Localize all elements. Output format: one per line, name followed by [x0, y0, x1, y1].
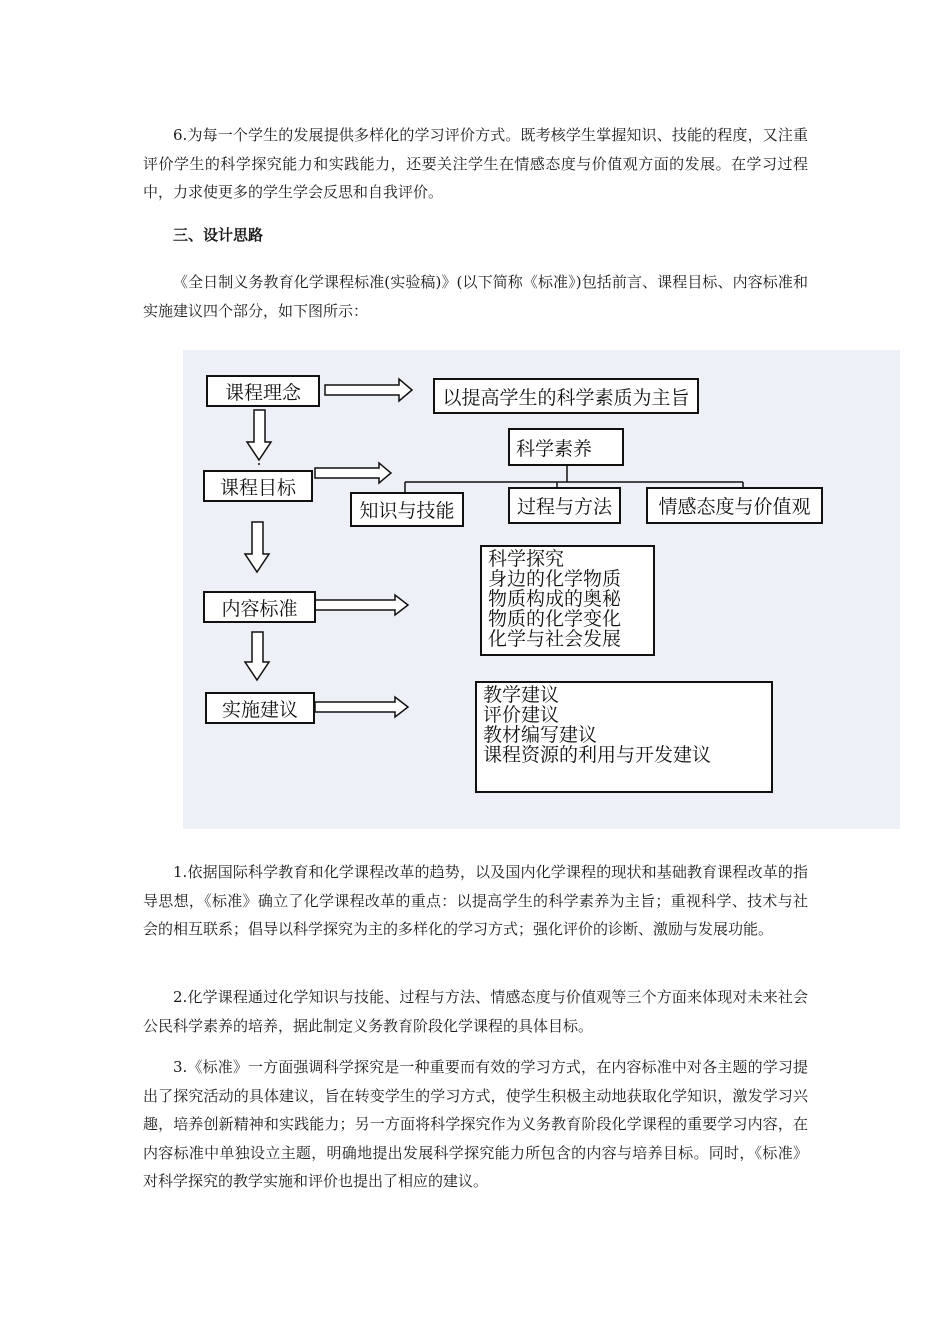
arrow-content-down: [245, 632, 269, 680]
box-emotion-values: [646, 487, 823, 524]
implementation-item: 评价建议: [483, 704, 560, 726]
box-implementation-items: [475, 681, 773, 793]
implementation-item: 教学建议: [483, 684, 560, 706]
implementation-item: 课程资源的利用与开发建议: [483, 744, 712, 766]
box-emotion-values-label: 情感态度与价值观: [658, 496, 811, 518]
content-topic: 科学探究: [488, 548, 565, 570]
arrow-goals-down: [245, 522, 269, 572]
section-heading-design: 三、设计思路: [173, 226, 264, 244]
content-topic: 化学与社会发展: [488, 628, 622, 650]
box-course-goals: [203, 470, 313, 502]
content-topic: 物质的化学变化: [488, 608, 622, 630]
box-course-concept: [206, 375, 320, 407]
box-concept-goal-label: 以提高学生的科学素质为主旨: [442, 386, 690, 409]
paragraph-3: 3.《标准》一方面强调科学探究是一种重要而有效的学习方式，在内容标准中对各主题的学习提出了探究活动的具体建议，旨在转变学生的学习方式，使学生积极主动地获取化学知识，激发学习兴趣，培养创新精神和实践能力；另一方面将科学探究作为义务教育阶段化学课程的重要学习内容，在内容标准中单独设立主题，明确地提出发展科学探究能力所包含的内容与培养目标。同时，《标准》对科学探究的教学实施和评价也提出了相应的建议。: [143, 1058, 808, 1190]
arrow-impl-right: [315, 697, 408, 717]
stray-dot: [258, 463, 260, 465]
paragraph-2: 2.化学课程通过化学知识与技能、过程与方法、情感态度与价值观等三个方面来体现对未来社会公民科学素养的培养，据此制定义务教育阶段化学课程的具体目标。: [143, 988, 808, 1035]
box-implementation-label: 实施建议: [221, 698, 298, 721]
box-course-concept-label: 课程理念: [224, 381, 301, 404]
content-topic: 物质构成的奥秘: [488, 588, 622, 610]
box-content-topics: [480, 545, 655, 656]
content-topic: 身边的化学物质: [488, 568, 622, 590]
box-knowledge-skills: [350, 492, 464, 527]
box-course-goals-label: 课程目标: [219, 476, 296, 499]
arrow-content-right: [315, 595, 408, 615]
box-scientific-literacy: [508, 428, 624, 466]
paragraph-1: 1.依据国际科学教育和化学课程改革的趋势，以及国内化学课程的现状和基础教育课程改革的指导思想，《标准》确立了化学课程改革的重点：以提高学生的科学素养为主旨；重视科学、技术与社会的相互联系；倡导以科学探究为主的多样化的学习方式；强化评价的诊断、激励与发展功能。: [143, 863, 808, 938]
implementation-item: 教材编写建议: [483, 724, 598, 746]
box-concept-goal: [433, 378, 699, 414]
arrow-concept-down: [247, 410, 271, 460]
box-process-method: [508, 487, 621, 524]
box-implementation: [205, 692, 315, 724]
paragraph-intro: 《全日制义务教育化学课程标准(实验稿)》(以下简称《标准》)包括前言、课程目标、内容标准和实施建议四个部分，如下图所示：: [143, 273, 808, 320]
box-knowledge-skills-label: 知识与技能: [359, 500, 455, 522]
box-scientific-literacy-label: 科学素养: [516, 438, 593, 460]
box-process-method-label: 过程与方法: [516, 496, 612, 518]
paragraph-6: 6.为每一个学生的发展提供多样化的学习评价方式。既考核学生掌握知识、技能的程度，又注重评价学生的科学探究能力和实践能力，还要关注学生在情感态度与价值观方面的发展。在学习过程中，力求使更多的学生学会反思和自我评价。: [143, 126, 808, 201]
arrow-concept-right: [325, 379, 412, 401]
curriculum-structure-diagram: [183, 350, 900, 829]
arrow-goals-right: [315, 463, 391, 483]
box-content-standards: [203, 591, 316, 623]
box-content-standards-label: 内容标准: [221, 597, 298, 620]
